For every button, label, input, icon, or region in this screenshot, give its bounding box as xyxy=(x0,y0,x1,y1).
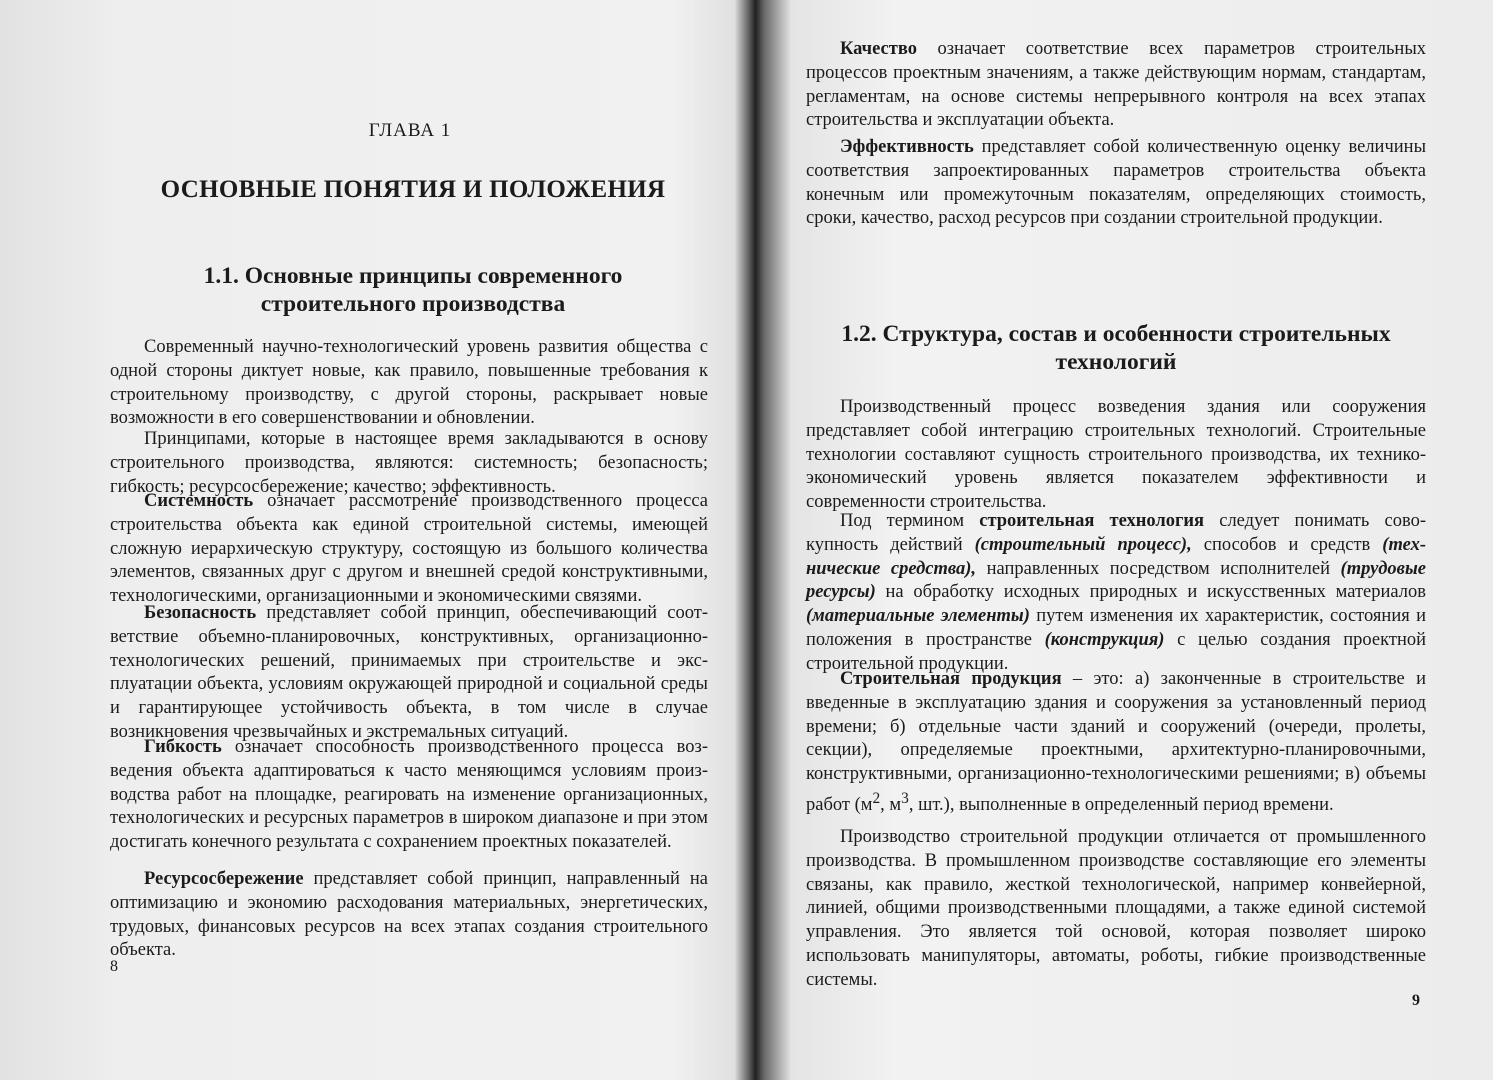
term-definition: представляет собой количественную оценку величины соответствия запроектированных параметров строительства объекта конечным или промежуточным показателям, определяющих стоимость, сроки, качество, расход ресурсов при создании строительной продукции. xyxy=(806,137,1426,229)
term-definition: означает способность производственного процесса возведения объекта адаптироваться к часто меняющимся условиям производства работ на площадке, реагировать на изменение организационных, технологических и ресурсных параметров в широком диапазоне и при этом достигать конечного результата с сохранением проектных показателей. xyxy=(110,737,708,853)
page-number: 9 xyxy=(1412,992,1420,1009)
text-run: – это: а) законченные в строительстве и введенные в эксплуатацию здания и сооружения за установленный период времени; б) отдельные части зданий и сооружений (очереди, пролеты, секции), определяемые проектными, архитектурно-планировочными, конструктивными, организационно-технологическими решениями; в) объемы работ (м xyxy=(806,669,1426,816)
paragraph-bezopasnost xyxy=(110,602,708,745)
superscript: 2 xyxy=(872,789,881,807)
section-title-line: 1.1. Основные принципы современного xyxy=(203,263,623,289)
section-title-1-1 xyxy=(108,262,718,318)
paragraph: Производственный процесс возведения здания или сооружения представляет собой интеграцию строительных технологий. Строительные технологии составляют сущность строительного производства, их технико-экономический уровень является показателем эффективности и современности строительства. xyxy=(806,397,1426,513)
term: Системность xyxy=(144,491,254,511)
paragraph-effektivnost xyxy=(806,136,1426,231)
chapter-label: ГЛАВА 1 xyxy=(368,120,452,141)
section-title-line: строительного производства xyxy=(260,291,566,317)
term: Эффективность xyxy=(840,137,974,157)
text-run: , м xyxy=(880,795,902,816)
right-page xyxy=(756,0,1493,1080)
italic-term: (технические средства), xyxy=(806,534,1426,579)
term-definition: представляет собой принцип, обеспечивающий соответствие объемно-планировочных, конструктивных, организационно-технологических решений, принимаемых при строительстве и эксплуатации объекта, условиям окружающей природной и социальной среды и гарантирующее устойчивость объекта, в том числе в случае возникновения чрезвычайных и экстремальных ситуаций. xyxy=(110,603,708,742)
paragraph-systemnost xyxy=(110,490,708,609)
paragraph-kachestvo xyxy=(806,38,1426,133)
section-title-1-2 xyxy=(800,320,1432,376)
paragraph-produktsiya xyxy=(806,668,1426,818)
italic-term: (конструкция) xyxy=(1044,629,1165,650)
paragraph: Производство строительной продукции отличается от промышленного производства. В промышленном производстве составляющие его элементы связаны, как правило, жесткой технологической, например конвейерной, линией, общими производственными площадями, а также единой системой управления. Это является той основой, которая позволяет широко использовать манипуляторы, автоматы, роботы, гибкие производственные системы. xyxy=(806,827,1426,990)
text-run: с целью создания проектной строительной продукции. xyxy=(806,629,1426,674)
paragraph: Принципами, которые в настоящее время закладываются в основу строительного производства, являются: системность; безопасность; гибкость; ресурсосбережение; качество; эффективность. xyxy=(110,429,708,497)
term: Гибкость xyxy=(144,737,222,757)
text-run: направленных посредством исполнителей xyxy=(976,558,1341,579)
text-run: путем изменения их характеристик, состояния и положения в пространстве xyxy=(806,606,1426,650)
italic-term: (строительный процесс), xyxy=(974,534,1192,555)
section-title-line: технологий xyxy=(1055,349,1177,375)
chapter-title: ОСНОВНЫЕ ПОНЯТИЯ И ПОЛОЖЕНИЯ xyxy=(160,176,666,203)
text-run: , шт.), выполненные в определенный период времени. xyxy=(908,795,1334,816)
italic-term: (трудовые ресурсы) xyxy=(806,558,1426,603)
term: строительная технология xyxy=(979,511,1205,531)
page-number: 8 xyxy=(110,958,118,975)
term: Качество xyxy=(840,39,917,59)
paragraph-resursosberezhenie xyxy=(110,868,708,963)
section-title-line: 1.2. Структура, состав и особенности строительных xyxy=(841,321,1391,347)
italic-term: (материальные элементы) xyxy=(806,606,1030,627)
term: Безопасность xyxy=(144,603,257,623)
term-definition: означает соответствие всех параметров строительных процессов проектным значениям, а также действующим нормам, стандартам, регламентам, на основе системы непрерывного контроля на всех этапах строительства и эксплуатации объекта. xyxy=(806,39,1426,131)
text-run: на обработку исходных природных и искусственных материалов xyxy=(875,582,1426,603)
text-run: способов и средств xyxy=(1191,534,1383,555)
paragraph-tekhnologiya xyxy=(806,510,1426,677)
term: Строительная продукция xyxy=(840,669,1062,689)
term: Ресурсосбережение xyxy=(144,869,304,889)
paragraph: Современный научно-технологический уровень развития общества с одной стороны диктует новые, как правило, повышенные требования к строительному производству, с другой стороны, раскрывает новые возможности в его совершенствовании и обновлении. xyxy=(110,337,708,429)
term-definition: представляет собой принцип, направленный на оптимизацию и экономию расходования материальных, энергетических, трудовых, финансовых ресурсов на всех этапах создания строительного объекта. xyxy=(110,869,708,961)
text-run: следует понимать совокупность действий xyxy=(806,511,1426,555)
term-definition: означает рассмотрение производственного процесса строительства объекта как единой строительной системы, имеющей сложную иерархическую структуру, состоящую из большого количества элементов, связанных друг с другом и внешней средой конструктивными, технологическими, организационными и экономическими связями. xyxy=(110,491,708,607)
paragraph-gibkost xyxy=(110,736,708,855)
text-run: Под термином xyxy=(840,511,980,531)
superscript: 3 xyxy=(901,789,909,807)
